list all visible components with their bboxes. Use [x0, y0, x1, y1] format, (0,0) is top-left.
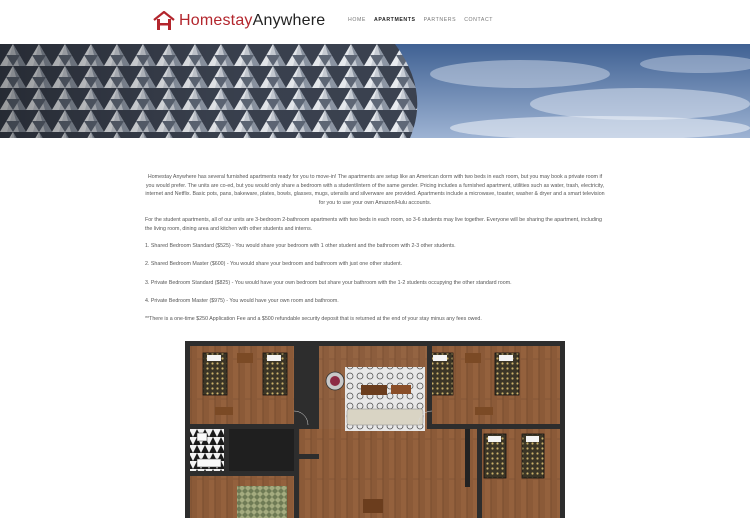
floor-plan-image — [185, 341, 565, 518]
site-header — [0, 0, 750, 44]
nav-partners[interactable]: PARTNERS — [423, 17, 457, 23]
intro-paragraph: Homestay Anywhere has several furnished apartments ready for you to move-in! The apartments are setup like an American dorm with two beds in each room, but you may book a private room if you would prefer. The units are co-ed, but you would only share a bedroom with a student/intern of the same gender. Pricing includes a furnished apartment, utilities such as water, trash, electricity, internet and Netflix. Basic pots, pans, bakeware, plates, bowls, glasses, mugs, utensils and silverware are provided. Apartments include a microwave, toaster, washer & dryer and a smart television for you to use your own Amazon/Hulu accounts. — [145, 174, 605, 206]
apartments-content — [145, 173, 605, 333]
pricing-option-3: 3. Private Bedroom Standard ($825) - You would have your own bedroom but share your bathroom with the 1-2 students occupying the other standard room. — [145, 279, 512, 286]
brand-name-part1: Homestay — [179, 12, 253, 29]
site-logo[interactable] — [153, 9, 325, 33]
nav-home[interactable]: HOME — [348, 17, 366, 23]
nav-contact[interactable]: CONTACT — [464, 17, 494, 23]
pricing-option-1: 1. Shared Bedroom Standard ($525) - You would share your bedroom with 1 other student and the bathroom with 2-3 other students. — [145, 242, 456, 249]
nav-apartments[interactable]: APARTMENTS — [373, 17, 416, 23]
floor-plan-drawing — [185, 341, 565, 518]
pricing-option-2: 2. Shared Bedroom Master ($600) - You would share your bedroom and bathroom with just one other student. — [145, 261, 403, 268]
pricing-option-4: 4. Private Bedroom Master ($975) - You would have your own room and bathroom. — [145, 297, 339, 304]
hero-banner-image — [0, 44, 750, 138]
student-apartments-paragraph: For the student apartments, all of our units are 3-bedroom 2-bathroom apartments with two beds in each room, so 3-6 students may live together. Everyone will be sharing the apartment, including the living room, dining area and kitchen with other students and interns. — [145, 216, 602, 232]
brand-name — [179, 12, 325, 30]
fee-note: **There is a one-time $250 Application Fee and a $500 refundable security deposit that is returned at the end of your stay minus any fees owed. — [145, 316, 482, 323]
main-nav — [348, 17, 493, 23]
house-logo-icon — [153, 11, 175, 31]
brand-name-part2: Anywhere — [252, 12, 326, 29]
hero-banner — [0, 44, 750, 138]
